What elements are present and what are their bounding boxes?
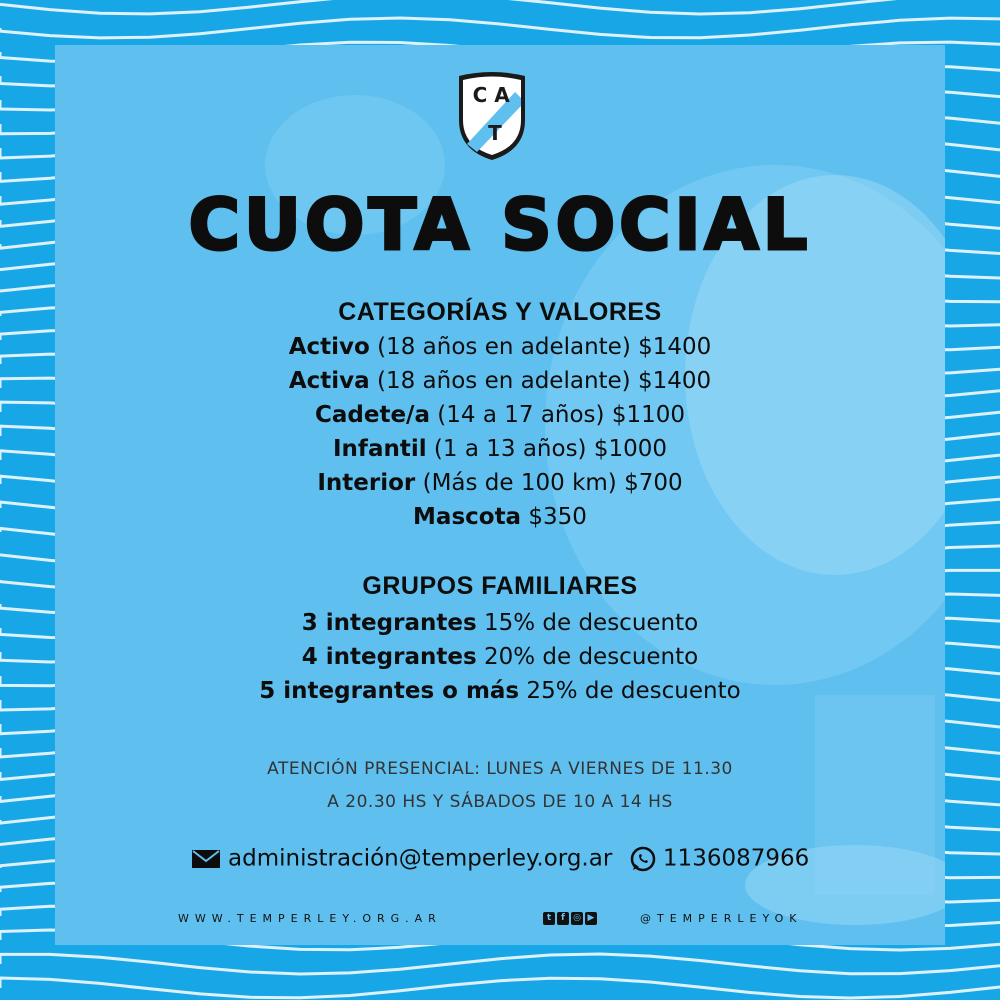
- category-name: Activo: [288, 334, 370, 360]
- website-link[interactable]: WWW.TEMPERLEY.ORG.AR: [178, 912, 442, 925]
- youtube-icon[interactable]: ▶: [585, 912, 597, 925]
- crest-letter-t: T: [488, 121, 502, 145]
- footer: [0, 910, 1000, 930]
- whatsapp-icon: [630, 846, 656, 872]
- family-group-row: [0, 606, 1000, 640]
- family-heading: GRUPOS FAMILIARES: [362, 572, 638, 600]
- instagram-icon[interactable]: ◎: [571, 912, 583, 925]
- page-title: CUOTA SOCIAL: [188, 184, 812, 266]
- social-icons: [543, 910, 599, 925]
- family-group-name: 5 integrantes o más: [259, 678, 520, 704]
- club-crest-logo: [455, 70, 529, 162]
- hours-line-2: A 20.30 HS Y SÁBADOS DE 10 A 14 HS: [327, 792, 673, 812]
- categories-list: [0, 330, 1000, 534]
- category-detail: (18 años en adelante) $1400: [369, 368, 712, 394]
- category-row: [0, 364, 1000, 398]
- category-row: [0, 330, 1000, 364]
- social-handle[interactable]: @TEMPERLEYOK: [640, 912, 803, 925]
- category-name: Activa: [288, 368, 370, 394]
- email-link[interactable]: administración@temperley.org.ar: [228, 845, 613, 872]
- contact-row: [0, 840, 1000, 877]
- family-group-row: [0, 640, 1000, 674]
- family-group-row: [0, 674, 1000, 708]
- facebook-icon[interactable]: f: [557, 912, 569, 925]
- category-row: [0, 398, 1000, 432]
- family-list: [0, 606, 1000, 708]
- category-detail: (18 años en adelante) $1400: [369, 334, 712, 360]
- category-name: Infantil: [333, 436, 427, 462]
- hours-line-1: ATENCIÓN PRESENCIAL: LUNES A VIERNES DE 11.30: [267, 759, 733, 779]
- category-detail: $350: [521, 504, 587, 530]
- twitter-icon[interactable]: t: [543, 912, 555, 925]
- category-detail: (1 a 13 años) $1000: [426, 436, 667, 462]
- family-group-name: 4 integrantes: [301, 644, 477, 670]
- category-row: [0, 466, 1000, 500]
- crest-letter-a: A: [494, 83, 510, 107]
- category-name: Cadete/a: [314, 402, 430, 428]
- family-group-detail: 25% de descuento: [519, 678, 741, 704]
- family-group-name: 3 integrantes: [301, 610, 477, 636]
- family-group-detail: 15% de descuento: [476, 610, 699, 636]
- category-name: Interior: [317, 470, 416, 496]
- category-detail: (Más de 100 km) $700: [415, 470, 683, 496]
- envelope-icon: [191, 848, 221, 870]
- crest-letter-c: C: [472, 83, 488, 107]
- category-row: [0, 432, 1000, 466]
- category-row: [0, 500, 1000, 534]
- phone-number[interactable]: 1136087966: [662, 845, 810, 872]
- family-group-detail: 20% de descuento: [476, 644, 699, 670]
- categories-heading: CATEGORÍAS Y VALORES: [338, 298, 662, 326]
- category-name: Mascota: [413, 504, 522, 530]
- category-detail: (14 a 17 años) $1100: [429, 402, 685, 428]
